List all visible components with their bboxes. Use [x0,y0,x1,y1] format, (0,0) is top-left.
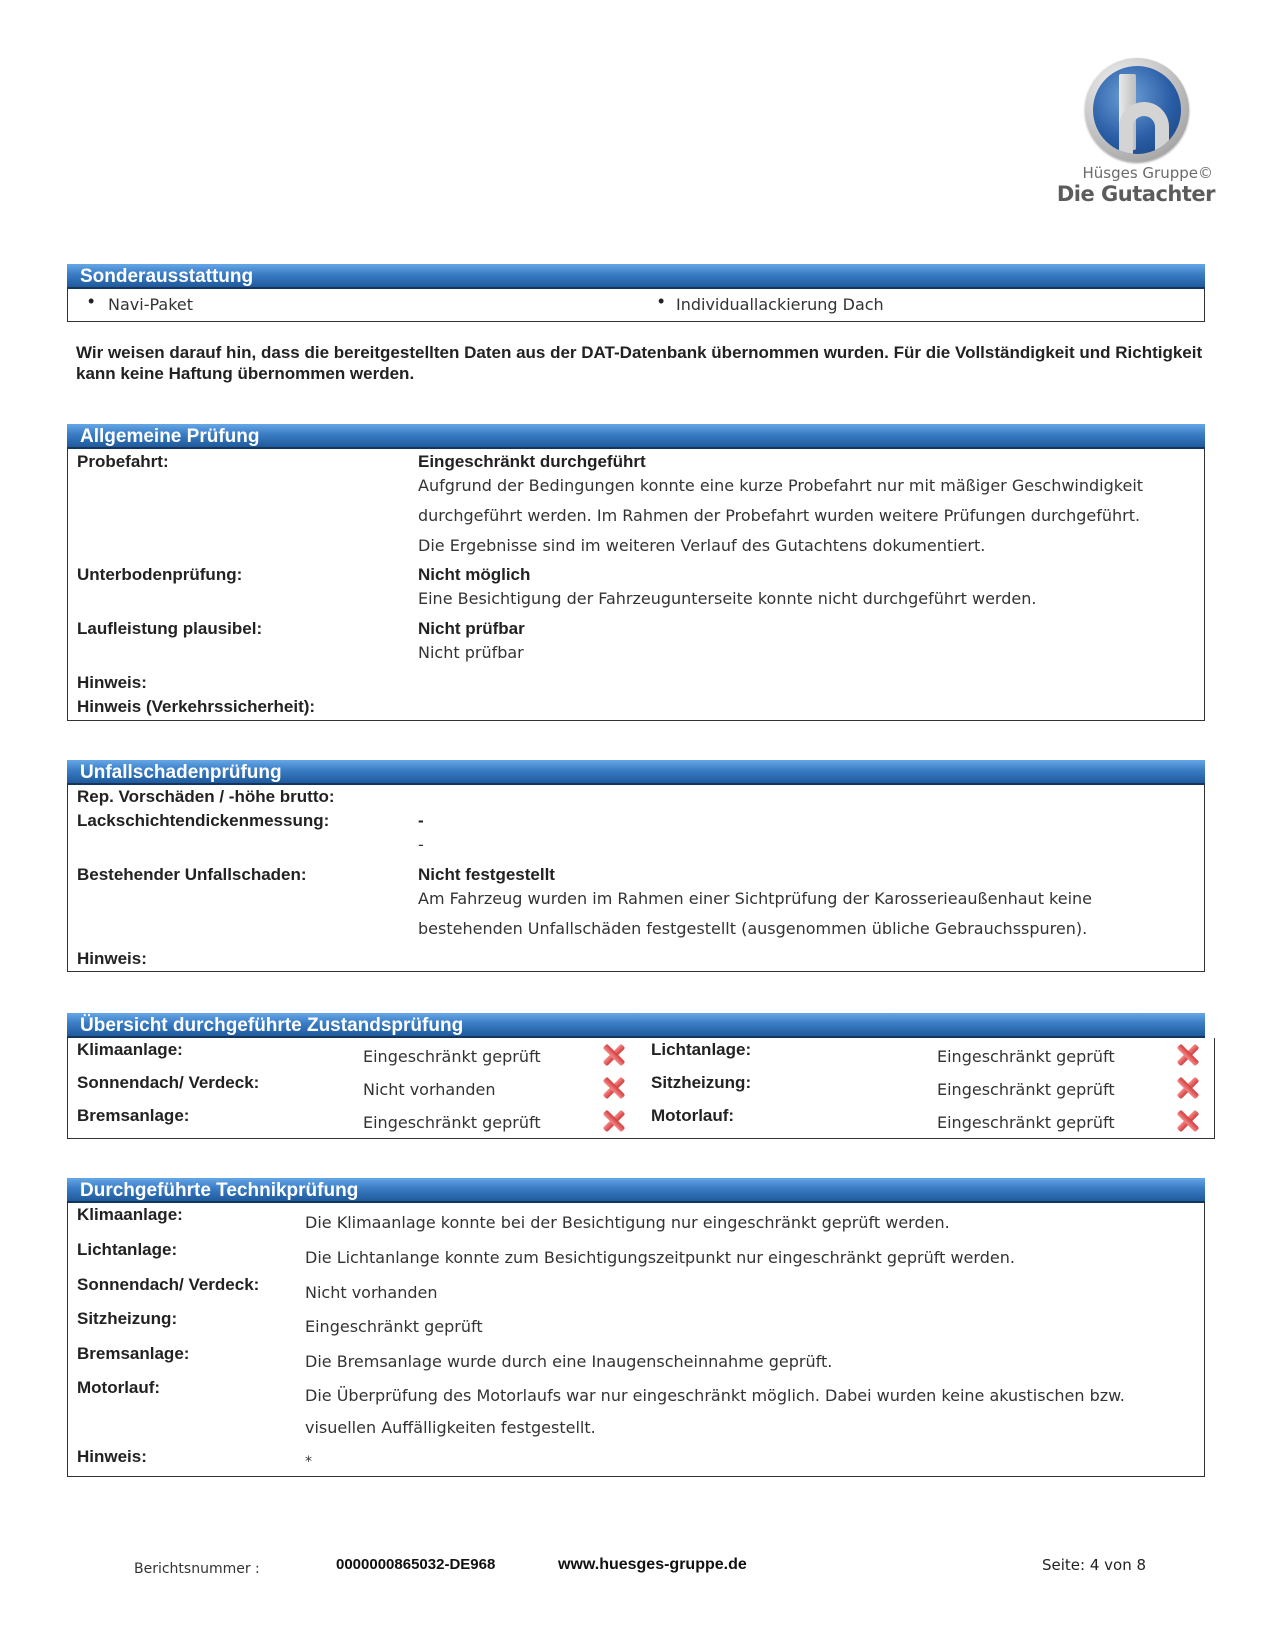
page-number: Seite: 4 von 8 [1042,1556,1147,1574]
red-x-icon [1175,1109,1199,1133]
red-x-icon [601,1109,625,1133]
field-detail: - [418,835,424,854]
bullet-icon: • [88,291,95,311]
bullet-icon: • [658,291,665,311]
check-value: Eingeschränkt geprüft [363,1113,541,1132]
red-x-icon [1175,1076,1199,1100]
red-x-icon [601,1043,625,1067]
check-value: Eingeschränkt geprüft [937,1047,1115,1066]
report-number-label: Berichtsnummer : [134,1561,260,1577]
field-detail: Die Klimaanlage konnte bei der Besichtigung nur eingeschränkt geprüft werden. [305,1213,950,1232]
field-detail: Die Überprüfung des Motorlaufs war nur eingeschränkt möglich. Dabei wurden keine akustischen bzw. [305,1386,1125,1405]
check-label: Sonnendach/ Verdeck: [77,1073,260,1092]
field-detail: Aufgrund der Bedingungen konnte eine kurze Probefahrt nur mit mäßiger Geschwindigkeit [418,476,1144,495]
field-value: Nicht prüfbar [418,619,525,638]
field-detail: Die Lichtanlange konnte zum Besichtigungszeitpunkt nur eingeschränkt geprüft werden. [305,1248,1015,1267]
field-label: Unterbodenprüfung: [77,565,243,584]
field-detail: Am Fahrzeug wurden im Rahmen einer Sichtprüfung der Karosserieaußenhaut keine [418,889,1093,908]
field-label: Hinweis (Verkehrssicherheit): [77,697,316,716]
section-title: Übersicht durchgeführte Zustandsprüfung [67,1013,1205,1038]
field-detail: Nicht prüfbar [418,643,524,662]
red-x-icon [1175,1043,1199,1067]
section-title: Unfallschadenprüfung [67,760,1205,785]
check-label: Bremsanlage: [77,1106,190,1125]
check-value: Eingeschränkt geprüft [937,1080,1115,1099]
field-detail: * [305,1454,312,1470]
check-value: Eingeschränkt geprüft [937,1113,1115,1132]
field-detail: Die Ergebnisse sind im weiteren Verlauf des Gutachtens dokumentiert. [418,536,986,555]
section-technikpruefung [67,1178,1205,1477]
section-title: Sonderausstattung [67,264,1205,289]
equipment-item: Navi-Paket [108,295,194,314]
section-zustandspruefung [67,1013,1205,1139]
field-label: Hinweis: [77,949,147,968]
website-link[interactable]: www.huesges-gruppe.de [558,1556,747,1573]
logo-emblem-icon [1085,58,1189,162]
field-detail: Die Bremsanlage wurde durch eine Inaugenscheinnahme geprüft. [305,1352,833,1371]
field-detail: Eine Besichtigung der Fahrzeugunterseite konnte nicht durchgeführt werden. [418,589,1037,608]
data-disclaimer: Wir weisen darauf hin, dass die bereitgestellten Daten aus der DAT-Datenbank übernommen wurden. Für die Vollständigkeit und Richtigkeit kann keine Haftung übernommen werden. [76,343,1203,383]
field-label: Hinweis: [77,1447,147,1466]
field-label: Lichtanlage: [77,1240,178,1259]
logo-brand-line1: Hüsges Gruppe© [1082,164,1213,182]
field-label: Sitzheizung: [77,1309,178,1328]
field-value: Nicht möglich [418,565,531,584]
field-detail: Nicht vorhanden [305,1283,438,1302]
section-title: Allgemeine Prüfung [67,424,1205,449]
field-value: Nicht festgestellt [418,865,555,884]
check-label: Lichtanlage: [651,1040,752,1059]
field-label: Sonnendach/ Verdeck: [77,1275,260,1294]
report-number: 0000000865032-DE968 [336,1556,496,1573]
field-detail: bestehenden Unfallschäden festgestellt (ausgenommen übliche Gebrauchsspuren). [418,919,1088,938]
section-title: Durchgeführte Technikprüfung [67,1178,1205,1203]
field-value: Eingeschränkt durchgeführt [418,452,646,471]
check-label: Sitzheizung: [651,1073,752,1092]
field-detail: visuellen Auffälligkeiten festgestellt. [305,1418,596,1437]
check-label: Motorlauf: [651,1106,735,1125]
field-label: Probefahrt: [77,452,169,471]
field-value: - [418,811,424,830]
field-label: Bestehender Unfallschaden: [77,865,307,884]
field-detail: Eingeschränkt geprüft [305,1317,483,1336]
check-value: Eingeschränkt geprüft [363,1047,541,1066]
check-value: Nicht vorhanden [363,1080,496,1099]
field-label: Klimaanlage: [77,1205,183,1224]
field-label: Lackschichtendickenmessung: [77,811,330,830]
field-label: Rep. Vorschäden / -höhe brutto: [77,787,335,806]
equipment-item: Individuallackierung Dach [676,295,884,314]
field-label: Motorlauf: [77,1378,161,1397]
field-label: Bremsanlage: [77,1344,190,1363]
section-unfallschadenpruefung [67,760,1205,972]
red-x-icon [601,1076,625,1100]
company-logo [1055,58,1215,218]
field-detail: durchgeführt werden. Im Rahmen der Probefahrt wurden weitere Prüfungen durchgeführt. [418,506,1141,525]
field-label: Hinweis: [77,673,147,692]
section-allgemeine-pruefung [67,424,1205,721]
logo-brand-line2: Die Gutachter [1056,182,1215,206]
section-sonderausstattung [67,264,1205,322]
check-label: Klimaanlage: [77,1040,183,1059]
field-label: Laufleistung plausibel: [77,619,263,638]
